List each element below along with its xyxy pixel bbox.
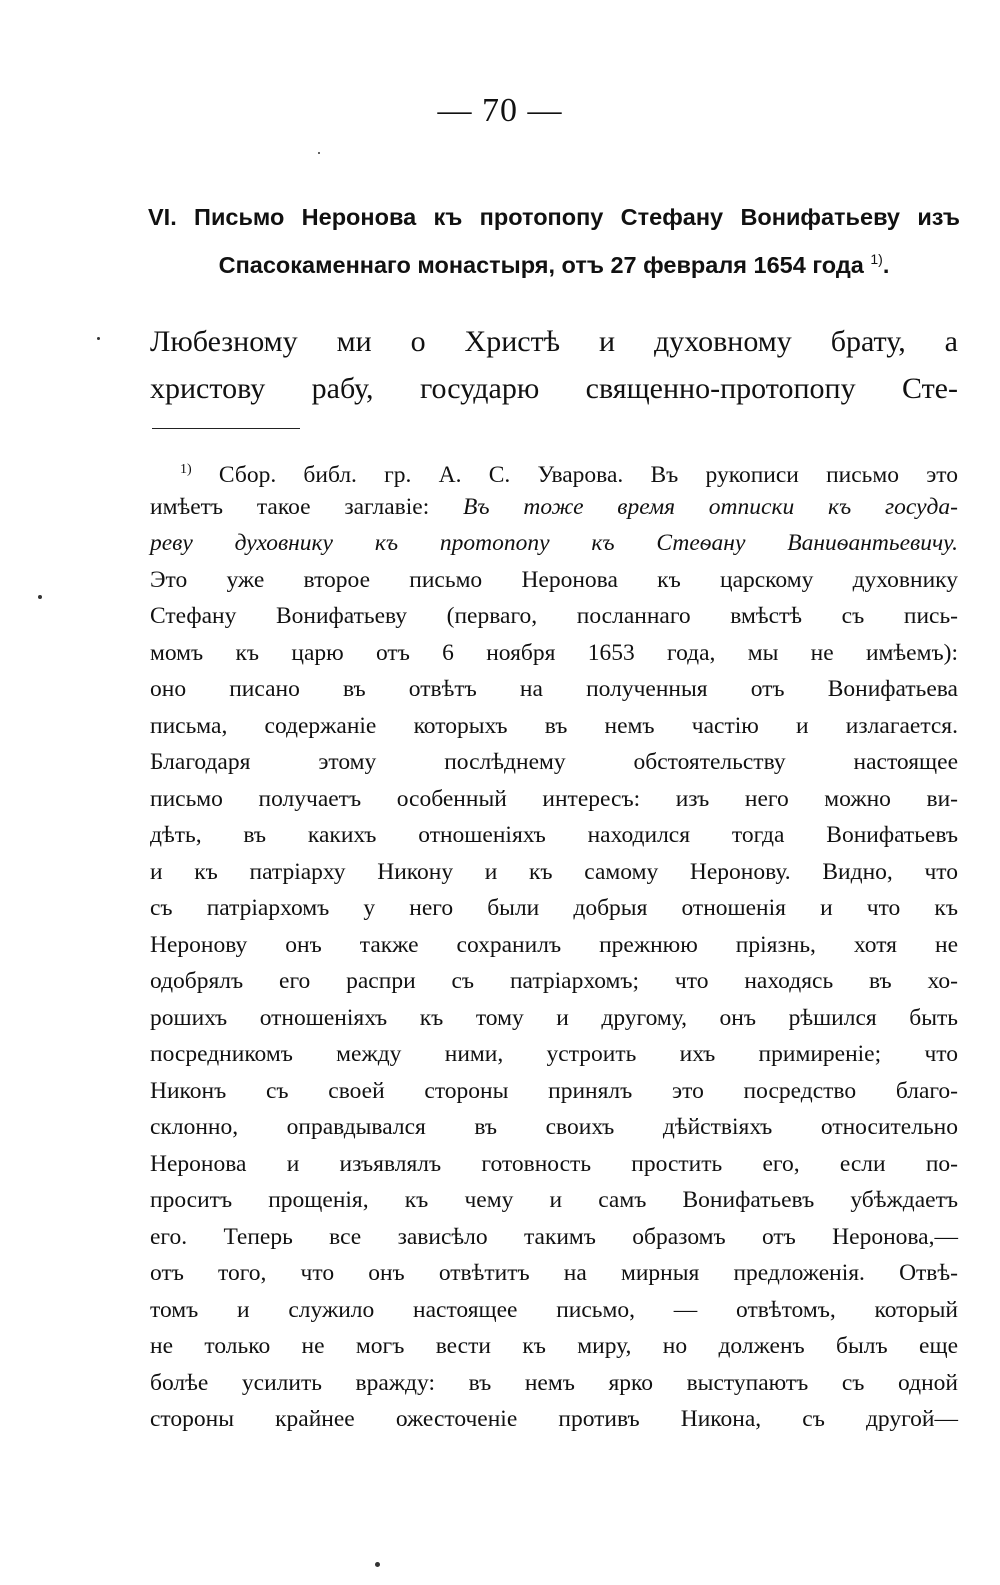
page-number: — 70 —: [437, 92, 563, 129]
body-line: Любезному ми о Христѣ и духовному брату, а: [150, 325, 958, 358]
footnote-divider: [152, 428, 300, 429]
footnote-line: болѣе усилить вражду: въ немъ ярко выступаютъ съ одной: [150, 1369, 958, 1396]
scan-speck: [318, 152, 320, 154]
footnote-line: отъ того, что онъ отвѣтитъ на мирныя предложенія. Отвѣ-: [150, 1260, 958, 1286]
footnote-line: Никонъ съ своей стороны принялъ это посредство благо-: [150, 1077, 958, 1104]
scan-speck: [38, 595, 42, 599]
footnote-line: имѣетъ такое заглавіе: Въ тоже время отписки къ госуда-: [150, 493, 958, 520]
footnote-line: Стефану Вонифатьеву (перваго, посланнаго вмѣстѣ съ пись-: [150, 603, 958, 629]
footnote-line: одобрялъ его распри съ патріархомъ; что находясь въ хо-: [150, 968, 958, 994]
section-heading: [148, 196, 960, 286]
footnote-line: проситъ прощенія, къ чему и самъ Вонифатьевъ убѣждаетъ: [150, 1187, 958, 1213]
footnote-line: момъ къ царю отъ 6 ноября 1653 года, мы не имѣемъ):: [150, 639, 958, 666]
footnote-line: стороны крайнее ожесточеніе противъ Никона, съ другой—: [150, 1406, 958, 1432]
footnote-line: съ патріархомъ у него были добрыя отношенія и что къ: [150, 895, 958, 921]
heading-end: .: [882, 251, 890, 278]
footnote-line: не только не могъ вести къ миру, но долженъ былъ еще: [150, 1333, 958, 1359]
footnote-line: [150, 525, 958, 562]
footnote: [150, 452, 958, 1438]
footnote-line: его. Теперь все зависѣло такимъ образомъ отъ Неронова,—: [150, 1223, 958, 1250]
footnote-line: письма, содержаніе которыхъ въ немъ частію и излагается.: [150, 712, 958, 739]
heading-footnote-ref: 1): [870, 251, 883, 267]
footnote-line: Это уже второе письмо Неронова къ царскому духовнику: [150, 566, 958, 593]
footnote-italic-title: Въ тоже время отписки къ госуда-: [463, 493, 958, 520]
heading-text: VI. Письмо Неронова къ протопопу Стефану Вонифатьеву изъ Спасокаменнаго монастыря, отъ 27 февраля 1654 года: [148, 204, 960, 278]
footnote-line: $^{1)}$ Сбор. библ. гр. А. С. Уварова. Въ рукописи письмо это: [180, 461, 959, 488]
body-text: [150, 318, 958, 412]
scan-speck: [97, 337, 100, 340]
footnote-line: оно писано въ отвѣтъ на полученныя отъ Вонифатьева: [150, 676, 958, 702]
footnote-italic-title: реву духовнику къ протопопу къ Стеѳану Ваниѳантьевичу.: [150, 530, 958, 556]
scan-speck: [375, 1562, 380, 1567]
body-line: христову рабу, государю священно-протопопу Сте-: [150, 372, 958, 405]
footnote-line: Благодаря этому послѣднему обстоятельству настоящее: [150, 749, 958, 775]
footnote-marker: 1): [180, 462, 192, 477]
footnote-line: Неронову онъ также сохранилъ прежнюю пріязнь, хотя не: [150, 931, 958, 958]
footnote-line: и къ патріарху Никону и къ самому Неронову. Видно, что: [150, 858, 958, 885]
footnote-line: дѣть, въ какихъ отношеніяхъ находился тогда Вонифатьевъ: [150, 822, 958, 848]
footnote-line: Неронова и изъявлялъ готовность простить его, если по-: [150, 1150, 958, 1177]
footnote-line: рошихъ отношеніяхъ къ тому и другому, онъ рѣшился быть: [150, 1004, 958, 1031]
footnote-line: томъ и служило настоящее письмо, — отвѣтомъ, который: [150, 1296, 958, 1323]
footnote-line: письмо получаетъ особенный интересъ: изъ него можно ви-: [150, 785, 958, 812]
footnote-line: склонно, оправдывался въ своихъ дѣйствіяхъ относительно: [150, 1114, 958, 1140]
footnote-line: посредникомъ между ними, устроить ихъ примиреніе; что: [150, 1041, 958, 1067]
